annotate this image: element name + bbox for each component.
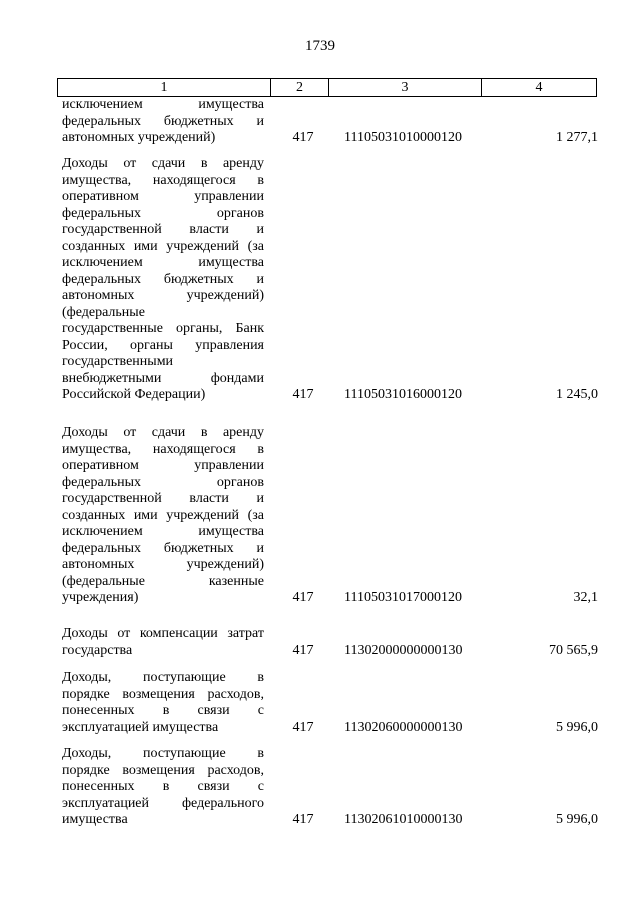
header-col-1: 1 xyxy=(57,79,271,96)
description-line: (федеральные казенные xyxy=(62,573,264,589)
description-line: федеральных органов xyxy=(62,474,264,490)
description-line: созданных ими учреждений (за xyxy=(62,507,264,523)
amount: 32,1 xyxy=(573,590,598,605)
header-col-3: 3 xyxy=(329,79,482,96)
row-description xyxy=(62,156,264,404)
description-line: Доходы от сдачи в аренду xyxy=(62,156,264,171)
description-line: государства xyxy=(62,642,133,658)
description-line: порядке возмещения расходов, xyxy=(62,686,264,702)
description-line: федеральных бюджетных и xyxy=(62,540,264,556)
description-line: государственными xyxy=(62,354,174,369)
description-line: внебюджетными фондами xyxy=(62,370,264,386)
description-line: государственной власти и xyxy=(62,222,264,237)
budget-code: 11105031017000120 xyxy=(344,590,462,605)
description-line: федеральных органов xyxy=(62,205,264,221)
description-line: автономных учреждений) xyxy=(62,130,216,145)
description-line: Доходы от сдачи в аренду xyxy=(62,425,264,440)
row-description xyxy=(62,97,264,147)
description-line: понесенных в связи с xyxy=(62,779,264,794)
description-line: Доходы от компенсации затрат xyxy=(62,626,264,641)
budget-code: 11105031016000120 xyxy=(344,387,462,402)
budget-code: 11105031010000120 xyxy=(344,130,462,145)
amount: 5 996,0 xyxy=(556,812,598,827)
description-line: исключением имущества xyxy=(62,97,264,112)
row-description xyxy=(62,425,264,607)
row-description xyxy=(62,626,264,659)
table-header xyxy=(57,78,597,97)
description-line: порядке возмещения расходов, xyxy=(62,762,264,778)
description-line: России, органы управления xyxy=(62,337,264,353)
amount: 1 245,0 xyxy=(556,387,598,402)
description-line: (федеральные xyxy=(62,304,145,320)
description-line: понесенных в связи с xyxy=(62,703,264,718)
description-line: учреждения) xyxy=(62,590,139,605)
amount: 1 277,1 xyxy=(556,130,598,145)
description-line: федеральных бюджетных и xyxy=(62,271,264,287)
description-line: исключением имущества xyxy=(62,255,264,270)
description-line: имущества, находящегося в xyxy=(62,441,264,457)
description-line: автономных учреждений) xyxy=(62,557,264,572)
admin-code: 417 xyxy=(292,812,314,827)
page-number: 1739 xyxy=(305,38,335,54)
amount: 5 996,0 xyxy=(556,719,598,735)
description-line: государственные органы, Банк xyxy=(62,321,264,336)
description-line: эксплуатацией имущества xyxy=(62,719,219,735)
admin-code: 417 xyxy=(292,590,314,605)
row-description xyxy=(62,670,264,736)
budget-code: 11302061010000130 xyxy=(344,812,463,827)
description-line: исключением имущества xyxy=(62,524,264,539)
budget-code: 11302060000000130 xyxy=(344,719,463,735)
description-line: федеральных бюджетных и xyxy=(62,113,264,129)
admin-code: 417 xyxy=(292,130,314,145)
description-line: оперативном управлении xyxy=(62,189,264,204)
budget-code: 11302000000000130 xyxy=(344,642,463,658)
amount: 70 565,9 xyxy=(549,642,598,658)
row-description xyxy=(62,746,264,829)
header-col-4: 4 xyxy=(482,79,597,96)
description-line: созданных ими учреждений (за xyxy=(62,238,264,254)
description-line: имущества, находящегося в xyxy=(62,172,264,188)
description-line: Российской Федерации) xyxy=(62,387,206,402)
description-line: имущества xyxy=(62,812,128,827)
description-line: эксплуатацией федерального xyxy=(62,795,264,811)
admin-code: 417 xyxy=(292,719,314,735)
description-line: оперативном управлении xyxy=(62,458,264,473)
admin-code: 417 xyxy=(292,387,314,402)
description-line: Доходы, поступающие в xyxy=(62,746,264,761)
description-line: Доходы, поступающие в xyxy=(62,670,264,685)
header-col-2: 2 xyxy=(271,79,329,96)
description-line: автономных учреждений) xyxy=(62,288,264,303)
description-line: государственной власти и xyxy=(62,491,264,506)
admin-code: 417 xyxy=(292,642,314,658)
